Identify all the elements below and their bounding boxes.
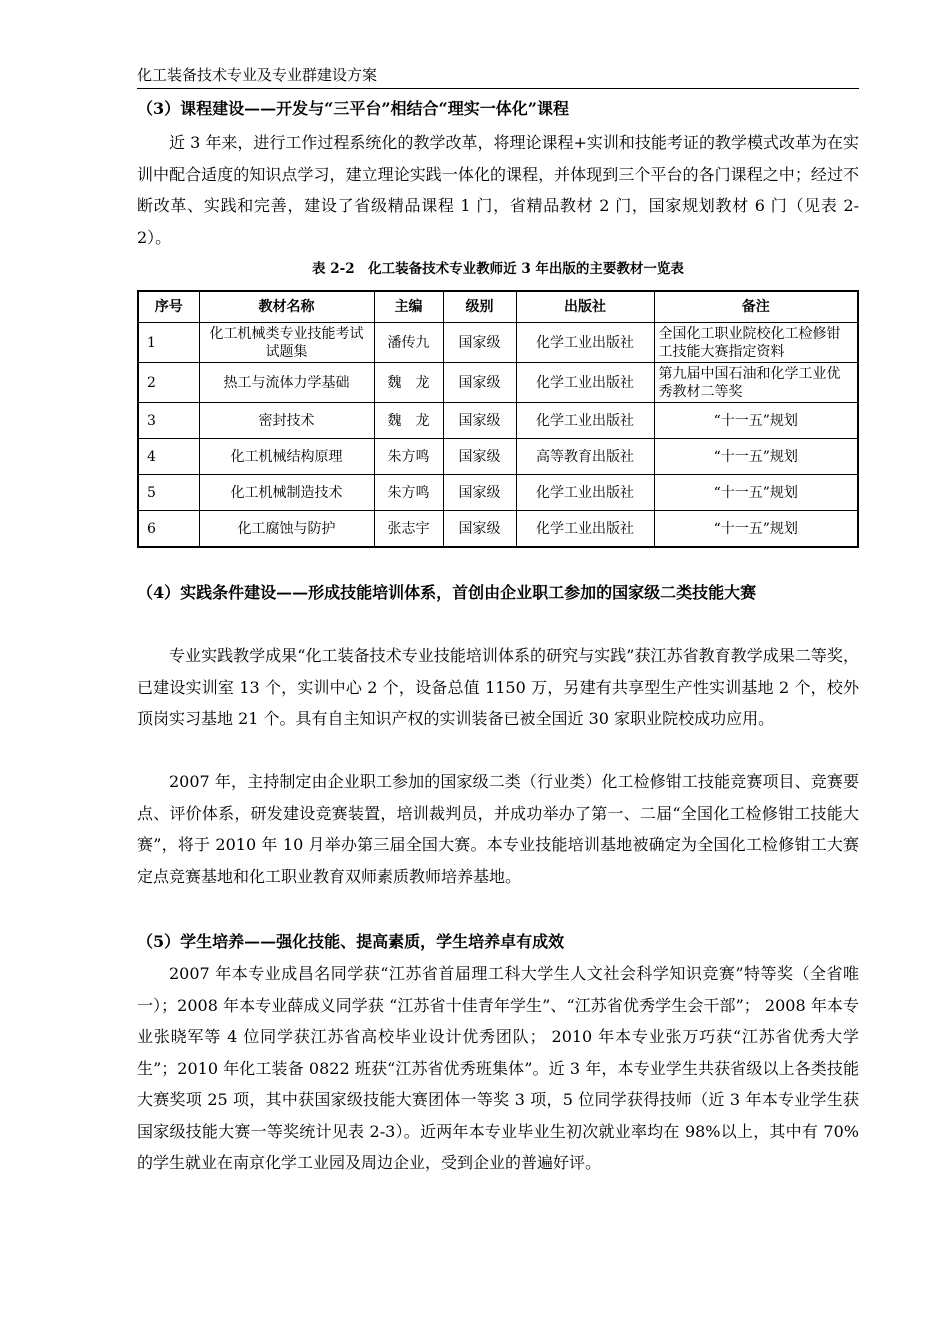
section-4-paragraph-2: 2007 年，主持制定由企业职工参加的国家级二类（行业类）化工检修钳工技能竞赛项目、竞赛要点、评价体系，研发建设竞赛装置，培训裁判员，并成功举办了第一、二届“全国化工检修钳工技能大赛”，将于 2010 年 10 月举办第三届全国大赛。本专业技能培训基地被确定为全国化工检修钳工大赛定点竞赛基地和化工职业教育双师素质教师培养基地。 xyxy=(137,772,859,886)
cell-index: 5 xyxy=(138,475,199,511)
cell-level: 国家级 xyxy=(443,403,516,439)
cell-publisher: 化学工业出版社 xyxy=(516,511,654,548)
section-4-paragraph-1: 专业实践教学成果“化工装备技术专业技能培训体系的研究与实践”获江苏省教育教学成果二等奖，已建设实训室 13 个，实训中心 2 个，设备总值 1150 万，另建有共享型生产性实训基地 2 个，校外顶岗实习基地 21 个。具有自主知识产权的实训装备已被全国近 30 家职业院校成功应用。 xyxy=(137,646,859,728)
cell-editor: 魏 龙 xyxy=(374,363,443,403)
section-3-paragraph: 近 3 年来，进行工作过程系统化的教学改革，将理论课程+实训和技能考证的教学模式改革为在实训中配合适度的知识点学习，建立理论实践一体化的课程，并体现到三个平台的各门课程之中；经过不断改革、实践和完善，建设了省级精品课程 1 门，省精品教材 2 门，国家规划教材 6 门（见表 2-2）。 xyxy=(137,133,859,247)
cell-editor: 张志宇 xyxy=(374,511,443,548)
cell-title: 热工与流体力学基础 xyxy=(199,363,374,403)
cell-index: 3 xyxy=(138,403,199,439)
table-row xyxy=(138,439,858,475)
page-header: 化工装备技术专业及专业群建设方案 xyxy=(137,64,859,89)
column-header: 出版社 xyxy=(516,291,654,323)
textbook-table xyxy=(137,290,859,548)
cell-note: “十一五”规划 xyxy=(654,511,858,548)
cell-editor: 魏 龙 xyxy=(374,403,443,439)
cell-level: 国家级 xyxy=(443,475,516,511)
cell-title: 化工腐蚀与防护 xyxy=(199,511,374,548)
cell-publisher: 高等教育出版社 xyxy=(516,439,654,475)
cell-editor: 朱方鸣 xyxy=(374,475,443,511)
cell-index: 4 xyxy=(138,439,199,475)
cell-title: 化工机械结构原理 xyxy=(199,439,374,475)
cell-note: “十一五”规划 xyxy=(654,475,858,511)
column-header: 备注 xyxy=(654,291,858,323)
cell-level: 国家级 xyxy=(443,439,516,475)
cell-note: “十一五”规划 xyxy=(654,439,858,475)
cell-note: 第九届中国石油和化学工业优秀教材二等奖 xyxy=(654,363,858,403)
section-4-heading: （4）实践条件建设——形成技能培训体系，首创由企业职工参加的国家级二类技能大赛 xyxy=(137,583,757,602)
table-row xyxy=(138,475,858,511)
section-5-heading: （5）学生培养——强化技能、提高素质，学生培养卓有成效 xyxy=(137,932,565,951)
cell-title: 密封技术 xyxy=(199,403,374,439)
cell-title: 化工机械制造技术 xyxy=(199,475,374,511)
column-header: 主编 xyxy=(374,291,443,323)
table-row xyxy=(138,323,858,363)
cell-level: 国家级 xyxy=(443,323,516,363)
cell-publisher: 化学工业出版社 xyxy=(516,323,654,363)
cell-editor: 朱方鸣 xyxy=(374,439,443,475)
cell-publisher: 化学工业出版社 xyxy=(516,475,654,511)
table-caption: 表 2-2 化工装备技术专业教师近 3 年出版的主要教材一览表 xyxy=(312,261,684,277)
column-header: 序号 xyxy=(138,291,199,323)
cell-index: 6 xyxy=(138,511,199,548)
cell-index: 1 xyxy=(138,323,199,363)
cell-editor: 潘传九 xyxy=(374,323,443,363)
column-header: 级别 xyxy=(443,291,516,323)
table-row xyxy=(138,403,858,439)
table-header-row xyxy=(138,291,858,323)
cell-publisher: 化学工业出版社 xyxy=(516,363,654,403)
cell-title: 化工机械类专业技能考试试题集 xyxy=(199,323,374,363)
cell-note: 全国化工职业院校化工检修钳工技能大赛指定资料 xyxy=(654,323,858,363)
section-5-paragraph: 2007 年本专业成昌名同学获“江苏省首届理工科大学生人文社会科学知识竞赛”特等奖（全省唯一）；2008 年本专业薛成义同学获 “江苏省十佳青年学生”、“江苏省优秀学生会干部”； 2008 年本专业张晓军等 4 位同学获江苏省高校毕业设计优秀团队； 2010 年本专业张万巧获“江苏省优秀大学生”；2010 年化工装备 0822 班获“江苏省优秀班集体”。近 3 年，本专业学生共获省级以上各类技能大赛奖项 25 项，其中获国家级技能大赛团体一等奖 3 项，5 位同学获得技师（近 3 年本专业学生获国家级技能大赛一等奖统计见表 2-3）。近两年本专业毕业生初次就业率均在 98%以上，其中有 70%的学生就业在南京化学工业园及周边企业，受到企业的普遍好评。 xyxy=(137,964,859,1172)
cell-level: 国家级 xyxy=(443,363,516,403)
cell-level: 国家级 xyxy=(443,511,516,548)
cell-publisher: 化学工业出版社 xyxy=(516,403,654,439)
column-header: 教材名称 xyxy=(199,291,374,323)
cell-index: 2 xyxy=(138,363,199,403)
cell-note: “十一五”规划 xyxy=(654,403,858,439)
section-3-heading: （3）课程建设——开发与“三平台”相结合“理实一体化”课程 xyxy=(137,99,569,118)
table-row xyxy=(138,363,858,403)
table-row xyxy=(138,511,858,548)
